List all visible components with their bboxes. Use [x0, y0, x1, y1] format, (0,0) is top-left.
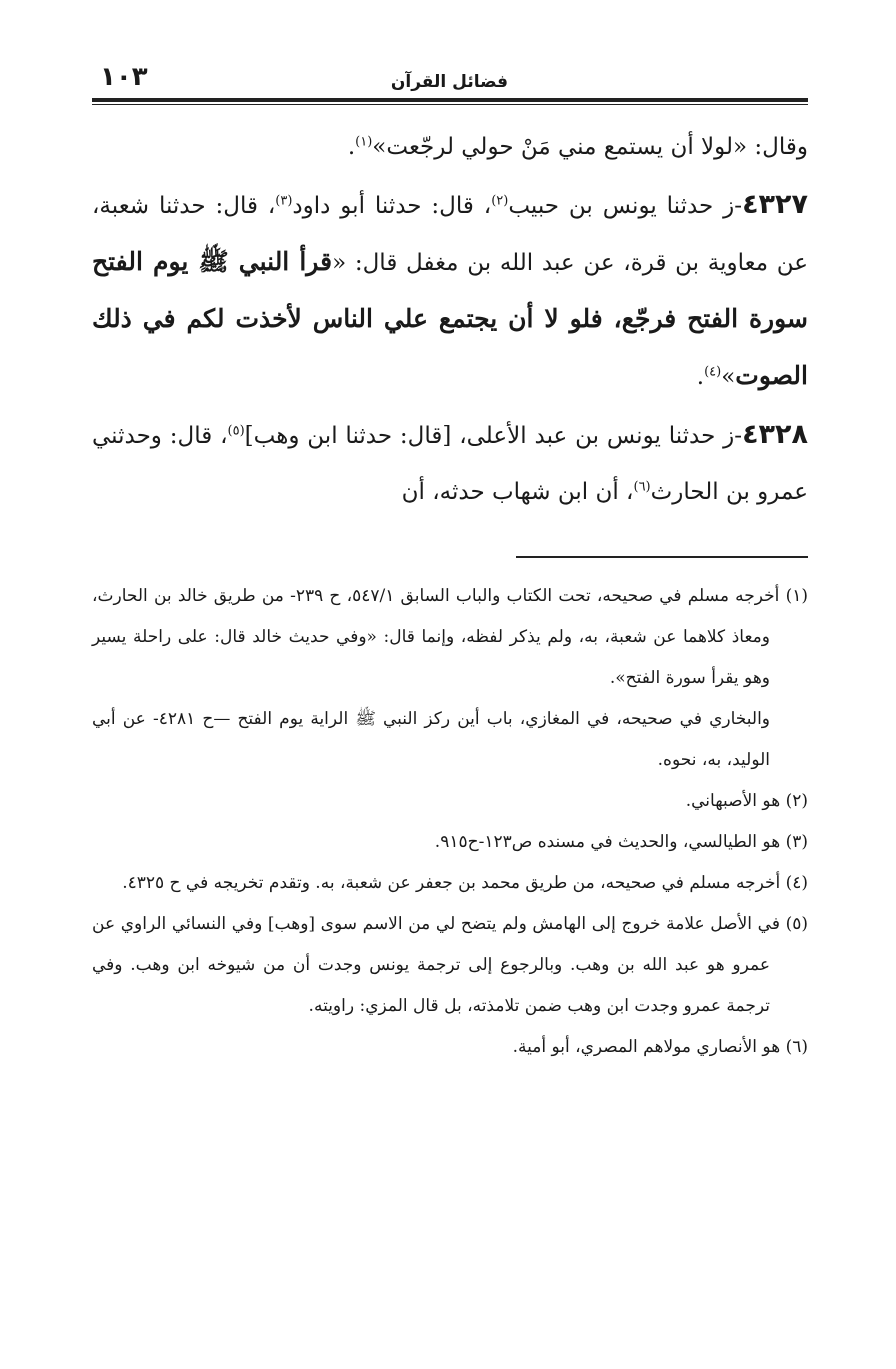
page-number: ١٠٣ [100, 62, 148, 92]
footnotes [92, 576, 808, 1068]
p3-text-2: ، قال: وحدثني عمرو بن الحارث [92, 423, 808, 505]
hadith-4327 [92, 177, 808, 405]
footnote-5: (٥) في الأصل علامة خروج إلى الهامش ولم يتضح لي من الاسم سوى [وهب] وفي النسائي الراوي عن عمرو هو عبد الله بن وهب. وبالرجوع إلى ترجمة يونس وجدت أن من شيوخه ابن وهب. وفي ترجمة عمرو وجدت ابن وهب ضمن تلامذته، بل قال المزي: راويته. [92, 914, 808, 1016]
p2-text-4: » [721, 364, 736, 390]
p2-end: . [696, 364, 705, 390]
footnote-ref-6: (٦) [633, 479, 651, 495]
running-title: فضائل القرآن [390, 72, 508, 92]
hadith-matn: قرأ النبي ﷺ يوم الفتح سورة الفتح فرجّع، فلو لا أن يجتمع علي الناس لأخذت لكم في ذلك الصوت [92, 247, 808, 390]
paragraph-1 [92, 119, 808, 175]
hadith-4328 [92, 407, 808, 520]
page-header [92, 60, 808, 98]
footnote-4: (٤) أخرجه مسلم في صحيحه، من طريق محمد بن جعفر عن شعبة، به. وتقدم تخريجه في ح ٤٣٢٥. [122, 873, 808, 893]
footnote-3: (٣) هو الطيالسي، والحديث في مسنده ص١٢٣-ح٩١٥. [434, 832, 808, 852]
header-rule-thick [92, 98, 808, 102]
footnote-separator [516, 556, 808, 558]
footnote-6: (٦) هو الأنصاري مولاهم المصري، أبو أمية. [512, 1037, 808, 1057]
header-rule-thin [92, 104, 808, 105]
p2-text-3: ، قال: حدثنا شعبة، عن معاوية بن قرة، عن عبد الله بن مغفل قال: « [92, 193, 809, 276]
footnote-1: (١) أخرجه مسلم في صحيحه، تحت الكتاب والباب السابق ٥٤٧/١، ح ٢٣٩- من طريق خالد بن الحارث، ومعاذ كلاهما عن شعبة، به، ولم يذكر لفظه، وإنما قال: «وفي حديث خالد قال: على راحلة يسير وهو يقرأ سورة الفتح». [92, 586, 808, 688]
footnote-ref-2: (٢) [491, 193, 509, 209]
footnote-ref-3: (٣) [275, 193, 293, 209]
p2-text-2: ، قال: حدثنا أبو داود [292, 193, 492, 219]
book-page [92, 60, 808, 1068]
footnote-ref-4: (٤) [704, 364, 722, 380]
p3-text-1: -ز حدثنا يونس بن عبد الأعلى، [قال: حدثنا ابن وهب] [244, 423, 743, 449]
footnote-2: (٢) هو الأصبهاني. [685, 791, 808, 811]
hadith-number: ٤٣٢٧ [742, 189, 808, 220]
p1-end: . [347, 134, 356, 160]
main-text [92, 119, 808, 520]
p3-text-3: ، أن ابن شهاب حدثه، أن [401, 479, 634, 505]
footnote-1-continued: والبخاري في صحيحه، في المغازي، باب أين ركز النبي ﷺ الراية يوم الفتح —ح ٤٢٨١- عن أبي الوليد، به، نحوه. [92, 709, 770, 770]
p1-text: وقال: «لولا أن يستمع مني مَنْ حولي لرجّعت» [372, 134, 808, 160]
footnote-ref-1: (١) [355, 134, 373, 150]
p2-text-1: -ز حدثنا يونس بن حبيب [508, 193, 743, 219]
footnote-ref-5: (٥) [227, 423, 245, 439]
hadith-number: ٤٣٢٨ [742, 419, 808, 450]
